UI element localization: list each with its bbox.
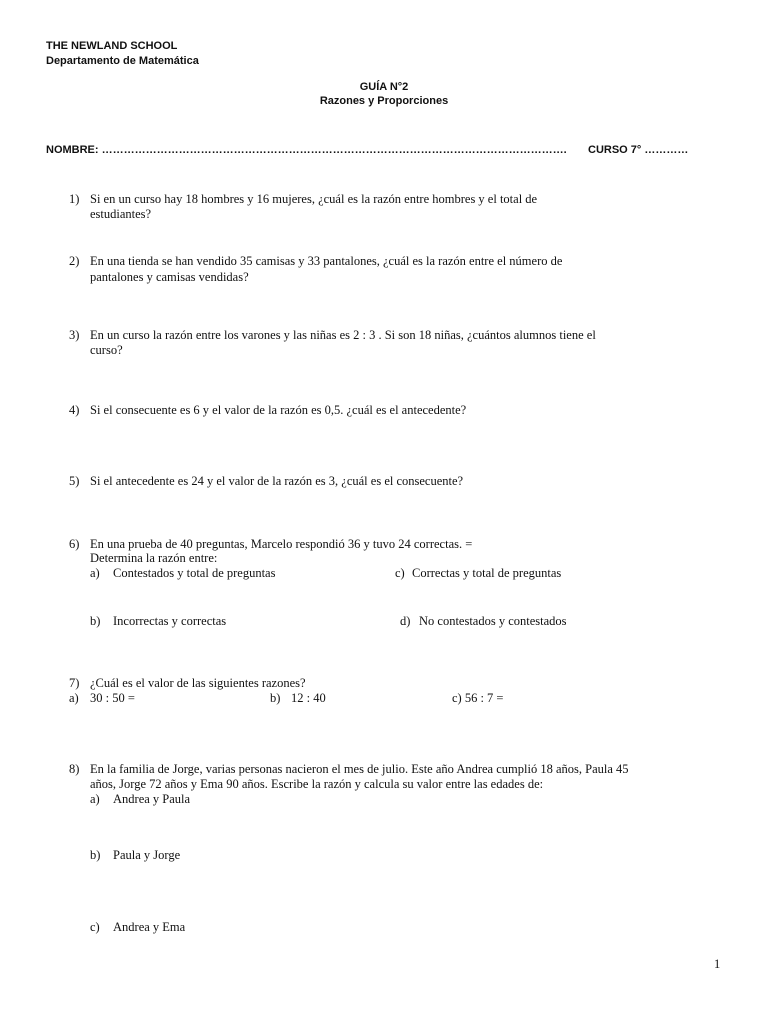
question-text: En una tienda se han vendido 35 camisas y 33 pantalones, ¿cuál es la razón entre el número de <box>90 254 563 268</box>
option-label: c) <box>395 566 405 580</box>
question-text: En un curso la razón entre los varones y las niñas es 2 : 3 . Si son 18 niñas, ¿cuántos alumnos tiene el <box>90 328 596 342</box>
question-text: Si en un curso hay 18 hombres y 16 mujeres, ¿cuál es la razón entre hombres y el total de <box>90 192 538 206</box>
option-label: c) <box>90 920 100 934</box>
option-text: Correctas y total de preguntas <box>412 566 562 580</box>
question-number: 8) <box>69 762 80 776</box>
option-label: b) <box>90 614 101 628</box>
option-text: Contestados y total de preguntas <box>113 566 276 580</box>
option-label: a) <box>90 792 100 806</box>
question-number: 5) <box>69 474 80 488</box>
option-text: 12 : 40 <box>291 691 326 705</box>
question-number: 2) <box>69 254 80 268</box>
question-number: 7) <box>69 676 80 690</box>
department-name: Departamento de Matemática <box>46 55 199 67</box>
question-text: pantalones y camisas vendidas? <box>90 270 249 284</box>
option-label: a) <box>69 691 79 705</box>
question-text: Determina la razón entre: <box>90 551 218 565</box>
option-text: Andrea y Paula <box>113 792 191 806</box>
question-text: En la familia de Jorge, varias personas nacieron el mes de julio. Este año Andrea cumplió 18 años, Paula 45 <box>90 762 629 776</box>
option-label: a) <box>90 566 100 580</box>
question-text: ¿Cuál es el valor de las siguientes razones? <box>90 676 306 690</box>
guide-subtitle: Razones y Proporciones <box>319 95 449 107</box>
option-text: No contestados y contestados <box>419 614 567 628</box>
question-text: años, Jorge 72 años y Ema 90 años. Escribe la razón y calcula su valor entre las edades de: <box>90 777 544 791</box>
question-number: 6) <box>69 537 80 551</box>
question-text: Si el consecuente es 6 y el valor de la razón es 0,5. ¿cuál es el antecedente? <box>90 403 467 417</box>
name-field: NOMBRE: ………………………………………………………………………………………………………………. <box>46 144 567 156</box>
option-text: c) 56 : 7 = <box>452 691 504 705</box>
question-text: En una prueba de 40 preguntas, Marcelo respondió 36 y tuvo 24 correctas. = <box>90 537 473 551</box>
option-text: Andrea y Ema <box>113 920 186 934</box>
option-text: 30 : 50 = <box>90 691 135 705</box>
option-label: b) <box>270 691 281 705</box>
option-text: Incorrectas y correctas <box>113 614 227 628</box>
question-text: curso? <box>90 343 123 357</box>
guide-title: GUÍA N°2 <box>359 81 409 93</box>
question-number: 1) <box>69 192 80 206</box>
question-text: estudiantes? <box>90 207 152 221</box>
question-number: 3) <box>69 328 80 342</box>
page-number: 1 <box>714 957 721 971</box>
option-label: d) <box>400 614 411 628</box>
option-text: Paula y Jorge <box>113 848 181 862</box>
option-label: b) <box>90 848 101 862</box>
school-name: THE NEWLAND SCHOOL <box>46 40 178 52</box>
course-field: CURSO 7° ………… <box>588 144 689 156</box>
question-number: 4) <box>69 403 80 417</box>
question-text: Si el antecedente es 24 y el valor de la razón es 3, ¿cuál es el consecuente? <box>90 474 464 488</box>
